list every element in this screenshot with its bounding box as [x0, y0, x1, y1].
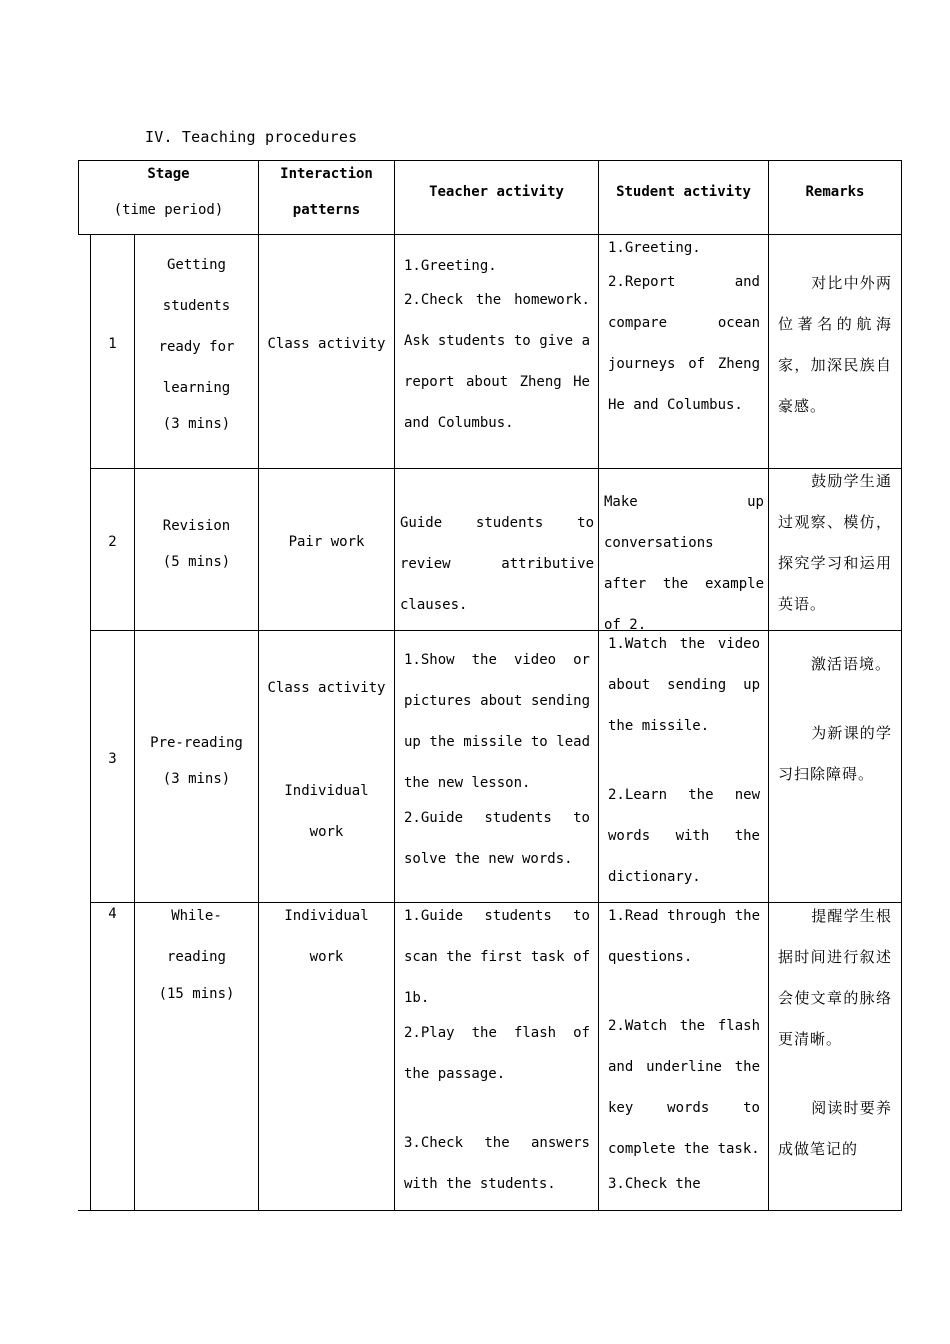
student-activity-line: 3.Check the	[608, 1176, 701, 1192]
remarks-cell: 激活语境。 为新课的学习扫除障碍。	[778, 655, 892, 783]
stage-cell: While- reading (15 mins)	[158, 908, 235, 1002]
remarks-cell: 鼓励学生通过观察、模仿，探究学习和运用英语。	[778, 472, 892, 613]
student-activity-cell: 1.Greeting. 2.Report and compare ocean journeys of Zheng He and Columbus.	[608, 240, 760, 413]
interaction-cell: Class activity	[267, 336, 386, 352]
section-title: IV. Teaching procedures	[145, 128, 358, 146]
header-stage: Stage (time period)	[113, 166, 224, 218]
stage-cell: Getting students ready for learning (3 mins)	[158, 257, 235, 432]
header-remarks: Remarks	[805, 184, 865, 200]
teacher-activity-cell: 1.Greeting. 2.Check the homework. Ask students to give a report about Zheng He and Columbus.	[404, 258, 590, 431]
remarks-cell: 对比中外两位著名的航海家，加深民族自豪感。	[778, 274, 892, 415]
header-student-activity: Student activity	[616, 184, 751, 200]
header-teacher-activity: Teacher activity	[429, 184, 564, 200]
student-activity-cell: 1.Watch the video about sending up the missile. 2.Learn the new words with the dictionary.	[608, 636, 760, 885]
teacher-activity-cell: 1.Guide students to scan the first task of 1b. 2.Play the flash of the passage. 3.Check the answers with the students.	[404, 908, 590, 1192]
interaction-cell: Individual work	[284, 908, 369, 965]
row-number: 3	[108, 751, 117, 767]
interaction-cell: Pair work	[288, 534, 365, 550]
interaction-cell-2: Individual work	[284, 783, 369, 840]
stage-cell: Revision (5 mins)	[162, 518, 231, 570]
interaction-cell: Class activity	[267, 680, 386, 696]
student-activity-cell: 1.Read through the questions. 2.Watch the flash and underline the key words to complete the task. 3.Check the	[608, 896, 760, 1205]
teacher-activity-cell: 1.Show the video or pictures about sending up the missile to lead the new lesson. 2.Guide students to solve the new words.	[404, 652, 590, 867]
header-interaction: Interaction patterns	[280, 166, 373, 218]
row-number: 4	[108, 906, 117, 922]
row-number: 2	[108, 534, 117, 550]
teacher-activity-cell: Guide students to review attributive clauses.	[400, 515, 594, 613]
row-number: 1	[108, 336, 117, 352]
student-activity-cell: Make up conversations after the example of 2.	[604, 494, 764, 633]
remarks-cell: 提醒学生根据时间进行叙述会使文章的脉络更清晰。 阅读时要养成做笔记的	[778, 907, 892, 1158]
stage-cell: Pre-reading (3 mins)	[150, 735, 243, 787]
